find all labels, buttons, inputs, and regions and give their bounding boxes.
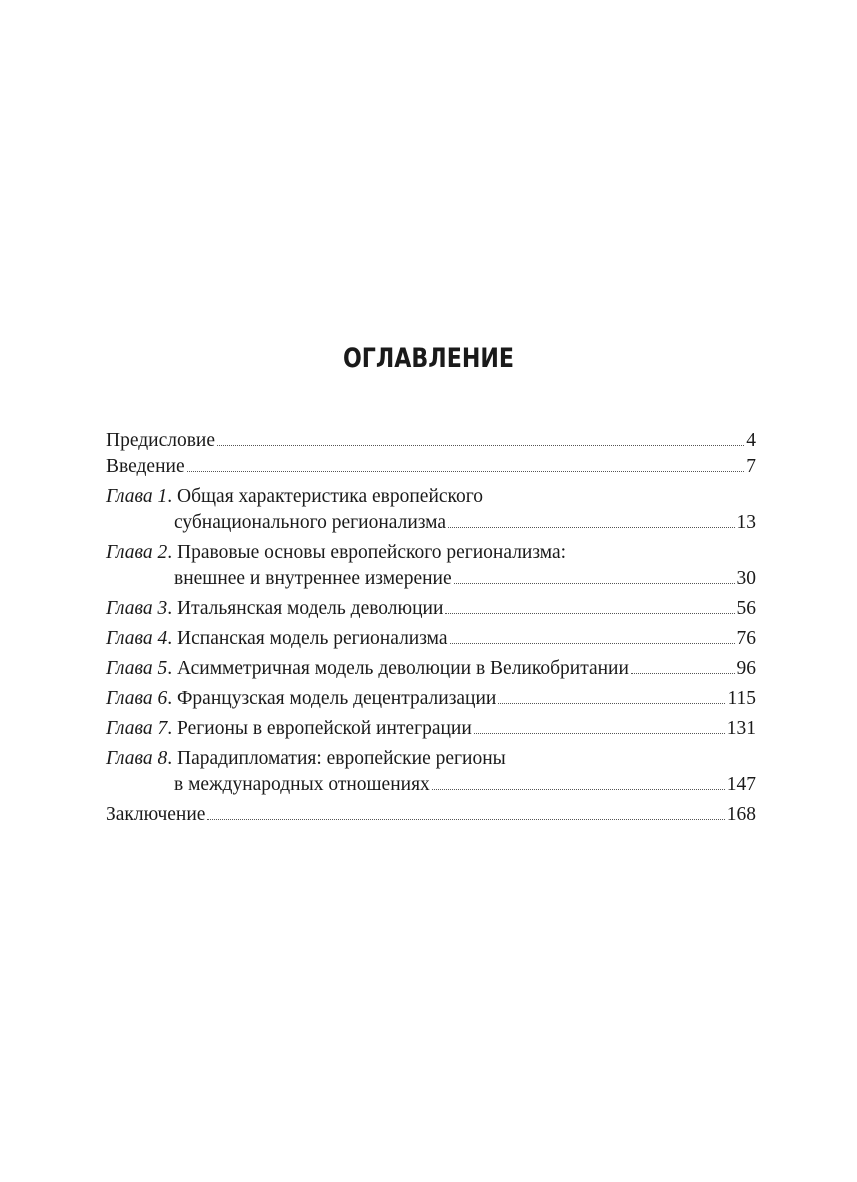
table-of-contents [106,428,756,832]
toc-entry-text: Заключение [106,804,206,825]
dot-leader [498,702,725,704]
toc-entry-chapter-2[interactable] [106,540,756,592]
dot-leader [450,642,735,644]
toc-page-number: 7 [746,456,756,477]
chapter-label: Глава 1 [106,486,168,507]
toc-entry-text: . Общая характеристика европейского [167,486,484,507]
toc-entry-text: . Итальянская модель деволюции [167,598,444,619]
dot-leader [217,444,744,446]
chapter-label: Глава 2 [106,542,168,563]
toc-page-number: 30 [736,568,756,589]
chapter-label: Глава 7 [106,718,168,739]
dot-leader [448,526,734,528]
toc-page-number: 56 [736,598,756,619]
toc-entry-preface[interactable] [106,428,756,454]
dot-leader [187,470,745,472]
toc-entry-text: . Парадипломатия: европейские регионы [167,748,506,769]
chapter-label: Глава 6 [106,688,168,709]
chapter-label: Глава 3 [106,598,168,619]
toc-entry-text: . Правовые основы европейского регионализма: [167,542,567,563]
toc-page-number: 168 [726,804,756,825]
toc-page-number: 4 [746,430,756,451]
page-title: ОГЛАВЛЕНИЕ [342,343,515,374]
toc-page-number: 76 [736,628,756,649]
toc-entry-conclusion[interactable] [106,802,756,828]
chapter-label: Глава 5 [106,658,168,679]
toc-entry-introduction[interactable] [106,454,756,480]
toc-entry-chapter-1[interactable] [106,484,756,536]
toc-entry-text: . Французская модель децентрализации [167,688,497,709]
toc-page-number: 115 [727,688,756,709]
dot-leader [432,788,725,790]
toc-entry-chapter-7[interactable] [106,716,756,742]
toc-page-number: 13 [736,512,756,533]
toc-entry-text: . Асимметричная модель деволюции в Великобритании [167,658,629,679]
toc-page-number: 131 [726,718,756,739]
toc-entry-text: . Регионы в европейской интеграции [167,718,472,739]
toc-entry-chapter-3[interactable] [106,596,756,622]
toc-page-number: 96 [736,658,756,679]
dot-leader [631,672,735,674]
chapter-label: Глава 4 [106,628,168,649]
toc-entry-continuation: субнационального регионализма [174,512,447,533]
toc-entry-text: Введение [106,456,185,477]
dot-leader [207,818,724,820]
dot-leader [454,582,735,584]
toc-entry-chapter-5[interactable] [106,656,756,682]
toc-page-number: 147 [726,774,756,795]
toc-entry-chapter-6[interactable] [106,686,756,712]
dot-leader [474,732,725,734]
dot-leader [445,612,734,614]
toc-entry-chapter-8[interactable] [106,746,756,798]
toc-entry-text: Предисловие [106,430,216,451]
toc-entry-continuation: внешнее и внутреннее измерение [174,568,452,589]
toc-entry-text: . Испанская модель регионализма [167,628,448,649]
chapter-label: Глава 8 [106,748,168,769]
toc-entry-chapter-4[interactable] [106,626,756,652]
toc-entry-continuation: в международных отношениях [174,774,430,795]
